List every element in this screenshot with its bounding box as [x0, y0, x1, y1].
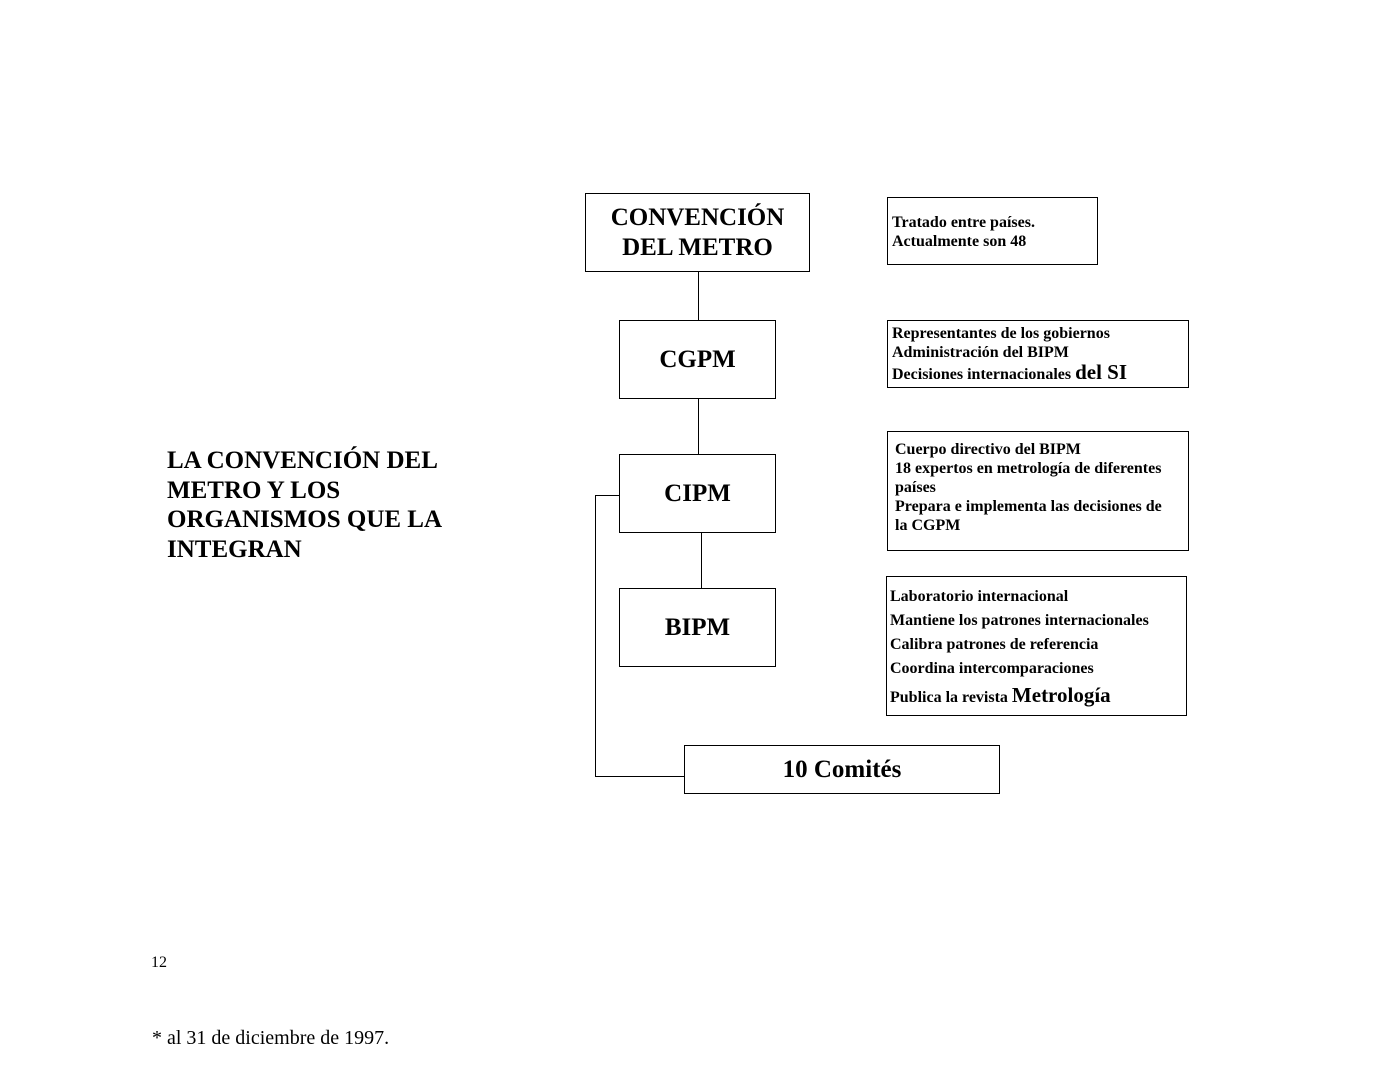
desc-cipm	[887, 431, 1189, 551]
node-cipm	[619, 454, 776, 533]
desc-line: países	[895, 479, 936, 496]
node-label: BIPM	[664, 613, 731, 641]
connector-cipm-left	[595, 495, 620, 496]
desc-convencion	[887, 197, 1098, 265]
node-label: DEL METRO	[622, 233, 773, 261]
desc-emphasis: del SI	[1075, 360, 1128, 384]
desc-line: la CGPM	[895, 517, 961, 534]
desc-emphasis: Metrología	[1011, 683, 1111, 707]
node-cgpm	[619, 320, 776, 399]
desc-cgpm	[887, 320, 1189, 388]
desc-line	[890, 683, 1186, 710]
title-line: METRO Y LOS	[167, 476, 341, 504]
desc-bipm	[886, 576, 1187, 716]
node-label: CGPM	[659, 345, 736, 373]
connector-convencion-cgpm	[698, 271, 699, 321]
desc-line	[892, 360, 1188, 384]
title-line: LA CONVENCIÓN DEL	[167, 447, 438, 474]
page-title	[167, 446, 487, 564]
desc-line: 18 expertos en metrología de diferentes	[895, 460, 1162, 477]
node-comites	[684, 745, 1000, 794]
desc-line: Mantiene los patrones internacionales	[890, 612, 1149, 629]
desc-line: Cuerpo directivo del BIPM	[895, 441, 1081, 458]
node-label: CIPM	[664, 479, 731, 507]
connector-cgpm-cipm	[698, 398, 699, 455]
title-line: ORGANISMOS QUE LA	[167, 506, 443, 533]
title-line: INTEGRAN	[167, 535, 302, 563]
desc-text: Decisiones internacionales	[892, 366, 1072, 383]
desc-text: Publica la revista	[890, 689, 1008, 706]
desc-line: Coordina intercomparaciones	[890, 660, 1094, 677]
node-label: 10 Comités	[782, 755, 902, 783]
desc-line: Calibra patrones de referencia	[890, 636, 1099, 653]
connector-left-vertical	[595, 495, 596, 777]
connector-comites	[595, 776, 685, 777]
node-convencion-del-metro	[585, 193, 810, 272]
node-label: CONVENCIÓN	[610, 203, 785, 231]
desc-line: Representantes de los gobiernos	[892, 325, 1110, 342]
desc-line: Tratado entre países.	[892, 214, 1035, 231]
desc-line: Administración del BIPM	[892, 344, 1069, 361]
footnote: * al 31 de diciembre de 1997.	[152, 1027, 390, 1049]
page-number: 12	[151, 954, 167, 971]
node-bipm	[619, 588, 776, 667]
desc-line: Actualmente son 48	[892, 233, 1027, 250]
desc-line: Prepara e implementa las decisiones de	[895, 498, 1162, 515]
connector-cipm-bipm	[701, 532, 702, 589]
desc-line: Laboratorio internacional	[890, 588, 1069, 605]
